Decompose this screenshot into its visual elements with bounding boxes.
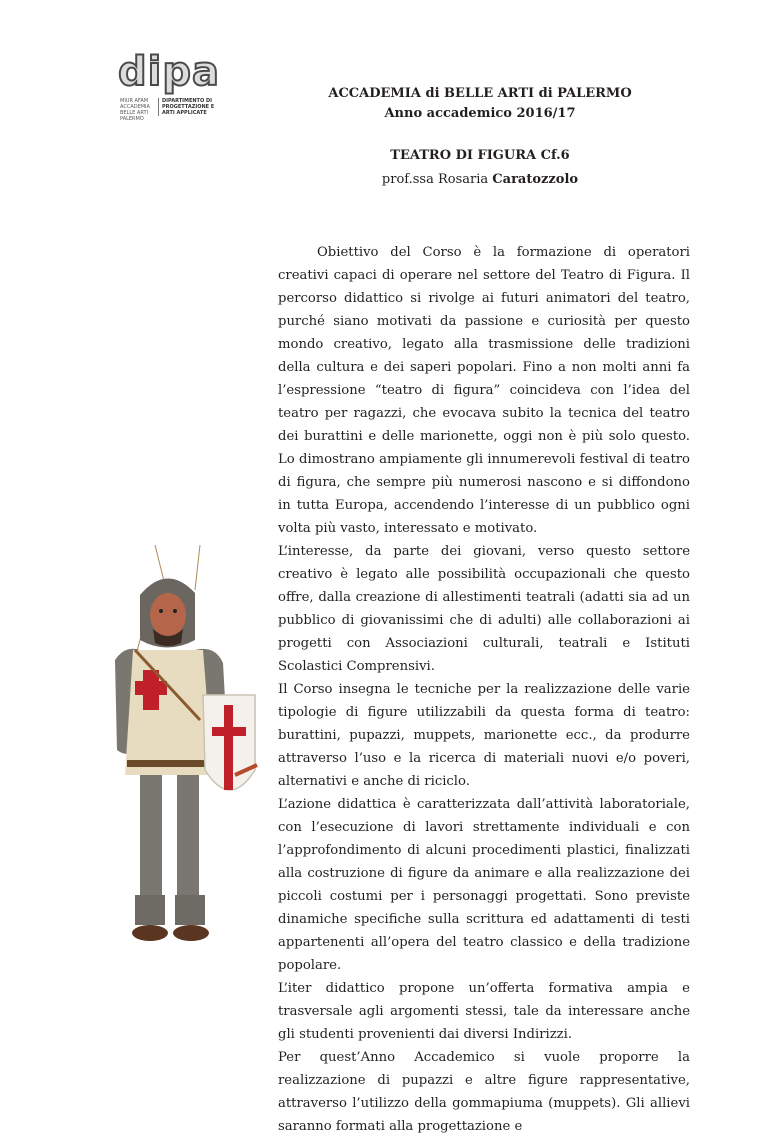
paragraph: Obiettivo del Corso è la formazione di operatori creativi capaci di operare nel settore del Teatro di Figura. Il percorso didattico si rivolge ai futuri animatori del teatro, purché siano motivati da passione e curiosità per questo mondo creativo, legato alla trasmissione delle tradizioni della cultura e dei saperi popolari. Fino a non molti anni fa l’espressione “teatro di figura” coincideva con l’idea del teatro per ragazzi, che evocava subito la tecnica del teatro dei burattini e delle marionette, oggi non è più solo questo. Lo dimostrano ampiamente gli innumerevoli festival di teatro di figura, che sempre più numerosi nascono e si diffondono in tutta Europa, accendendo l’interesse di un pubblico ogni volta più vasto, interessato e motivato.	[278, 245, 690, 536]
paragraph: Per quest’Anno Accademico si vuole proporre la realizzazione di pupazzi e altre figure rappresentative, attraverso l’utilizzo della gommapiuma (muppets). Gli allievi saranno formati alla progettazione e	[278, 1050, 690, 1134]
institution-title: ACCADEMIA di BELLE ARTI di PALERMO	[328, 86, 632, 101]
professor-surname: Caratozzolo	[492, 172, 579, 187]
logo-wordmark: dipa	[118, 49, 220, 95]
paragraph: L’iter didattico propone un’offerta formativa ampia e trasversale agli argomenti stessi, tale da interessare anche gli studenti provenienti dai diversi Indirizzi.	[278, 981, 690, 1042]
logo-left-caption: MIUR AFAM ACCADEMIA BELLE ARTI PALERMO	[120, 98, 150, 122]
paragraph: Il Corso insegna le tecniche per la realizzazione delle varie tipologie di figure utilizzabili da questa forma di teatro: burattini, pupazzi, muppets, marionette ecc., da produrre attraverso l’uso e la ricerca di materiali nuovi e/o poveri, alternativi e anche di riciclo.	[278, 682, 690, 789]
academic-year: Anno accademico 2016/17	[384, 106, 576, 121]
course-description	[278, 241, 690, 1138]
paragraph: L’interesse, da parte dei giovani, verso questo settore creativo è legato alle possibilità occupazionali che questo offre, dalla creazione di allestimenti teatrali (adatti sia ad un pubblico di giovanissimi che di adulti) alle collaborazioni ai progetti con Associazioni culturali, teatrali e Istituti Scolastici Comprensivi.	[278, 544, 690, 674]
crusader-marionette-image	[95, 545, 265, 965]
course-title: TEATRO DI FIGURA Cf.6	[390, 148, 570, 163]
logo-right-caption: DIPARTIMENTO DI PROGETTAZIONE E ARTI APPLICATE	[158, 98, 222, 116]
paragraph: L’azione didattica è caratterizzata dall’attività laboratoriale, con l’esecuzione di lavori strettamente individuali e con l’approfondimento di alcuni procedimenti plastici, finalizzati alla costruzione di figure da animare e alla realizzazione dei piccoli costumi per i personaggi progettati. Sono previste dinamiche specifiche sulla scrittura ed adattamenti di testi appartenenti all’opera del teatro classico e della tradizione popolare.	[278, 797, 690, 973]
professor-line	[270, 172, 690, 187]
professor-prefix: prof.ssa Rosaria	[381, 172, 493, 187]
dipa-logo	[118, 49, 220, 122]
